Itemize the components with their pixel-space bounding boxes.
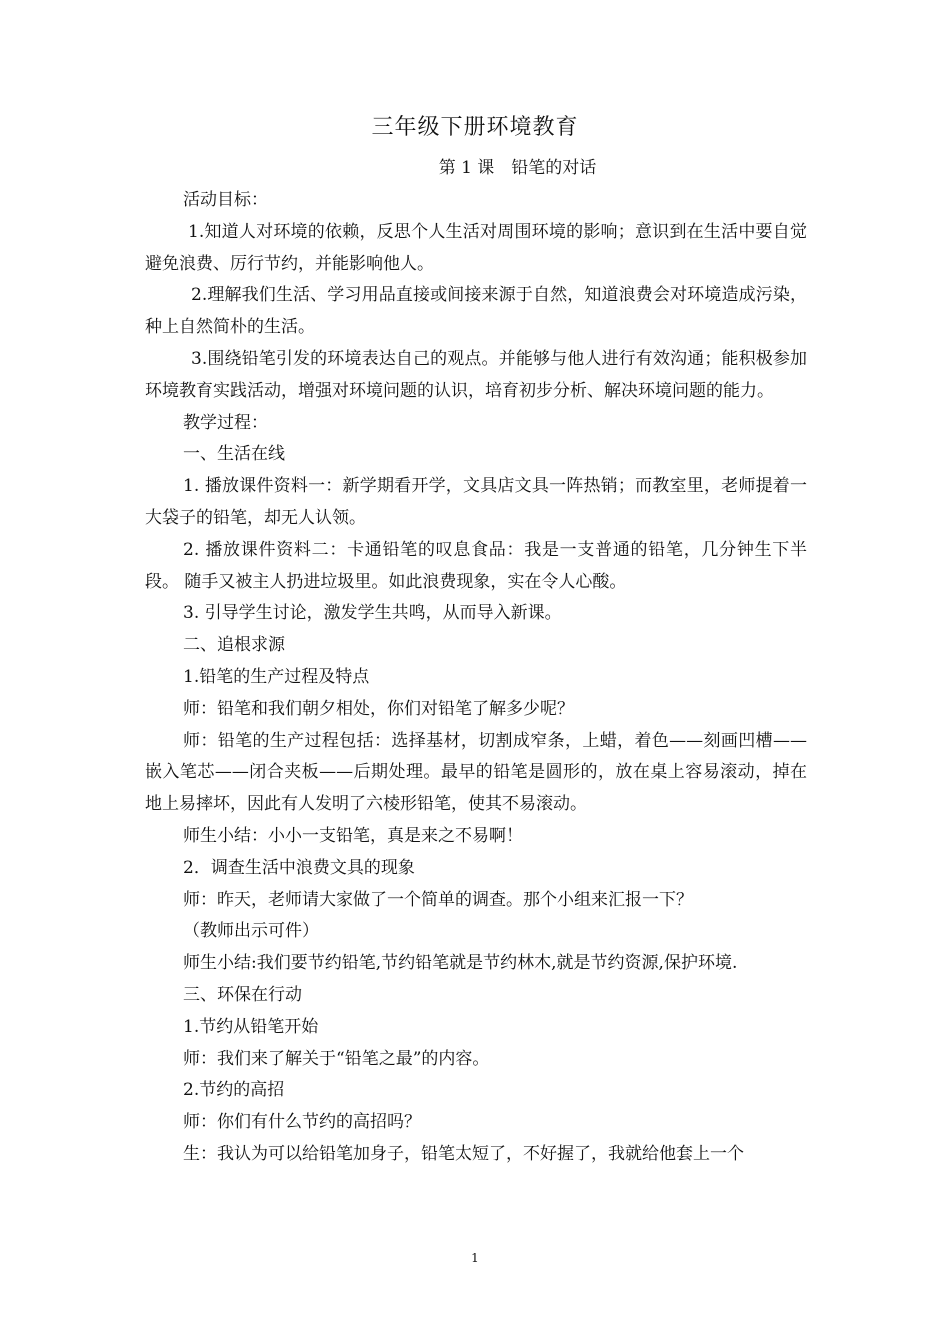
paragraph: （教师出示可件） (183, 921, 319, 942)
paragraph: 1. 播放课件资料一：新学期看开学，文具店文具一阵热销；而教室里，老师提着一大袋子的铅笔，却无人认领。 (145, 476, 807, 528)
paragraph: 师：你们有什么节约的高招吗？ (183, 1112, 421, 1133)
paragraph: 一、生活在线 (183, 444, 285, 465)
lesson-title: 第 1 课 铅笔的对话 (438, 158, 597, 178)
paragraph: 师生小结：小小一支铅笔，真是来之不易啊！ (183, 825, 523, 846)
paragraph: 1.铅笔的生产过程及特点 (183, 666, 370, 687)
paragraph: 活动目标： (183, 190, 268, 210)
paragraph: 二、追根求源 (183, 635, 285, 656)
paragraph: 2.理解我们生活、学习用品直接或间接来源于自然，知道浪费会对环境造成污染，种上自然简朴的生活。 (145, 285, 807, 338)
paragraph: 3. 引导学生讨论，激发学生共鸣，从而导入新课。 (183, 603, 562, 624)
paragraph: 教学过程： (183, 412, 268, 433)
document-title: 三年级下册环境教育 (371, 115, 579, 140)
paragraph: 师：昨天，老师请大家做了一个简单的调查。那个小组来汇报一下？ (183, 889, 693, 910)
paragraph: 2. 播放课件资料二：卡通铅笔的叹息食品：我是一支普通的铅笔，几分钟生下半段。 随手又被主人扔进垃圾里。如此浪费现象，实在令人心酸。 (145, 539, 807, 592)
paragraph: 师：铅笔的生产过程包括：选择基材，切割成窄条，上蜡，着色——刻画凹槽——嵌入笔芯——闭合夹板——后期处理。最早的铅笔是圆形的，放在桌上容易滚动，掉在地上易摔坏，因此有人发明了六棱形铅笔，使其不易滚动。 (145, 730, 807, 815)
paragraph: 师：我们来了解关于“铅笔之最”的内容。 (183, 1048, 490, 1069)
paragraph: 生：我认为可以给铅笔加身子，铅笔太短了，不好握了，我就给他套上一个 (183, 1143, 744, 1164)
paragraph: 3.围绕铅笔引发的环境表达自己的观点。并能够与他人进行有效沟通；能积极参加环境教育实践活动，增强对环境问题的认识，培育初步分析、解决环境问题的能力。 (145, 348, 807, 401)
paragraph: 2.节约的高招 (183, 1080, 285, 1101)
paragraph: 师生小结:我们要节约铅笔,节约铅笔就是节约林木,就是节约资源,保护环境. (183, 953, 738, 974)
paragraph: 2．调查生活中浪费文具的现象 (183, 857, 415, 878)
paragraph: 师：铅笔和我们朝夕相处，你们对铅笔了解多少呢？ (183, 698, 574, 719)
paragraph: 三、环保在行动 (183, 984, 302, 1005)
document-body (145, 185, 807, 1171)
paragraph: 1.节约从铅笔开始 (183, 1016, 319, 1037)
page-number: 1 (471, 1251, 479, 1265)
paragraph: 1.知道人对环境的依赖，反思个人生活对周围环境的影响；意识到在生活中要自觉避免浪费、厉行节约，并能影响他人。 (145, 221, 807, 274)
